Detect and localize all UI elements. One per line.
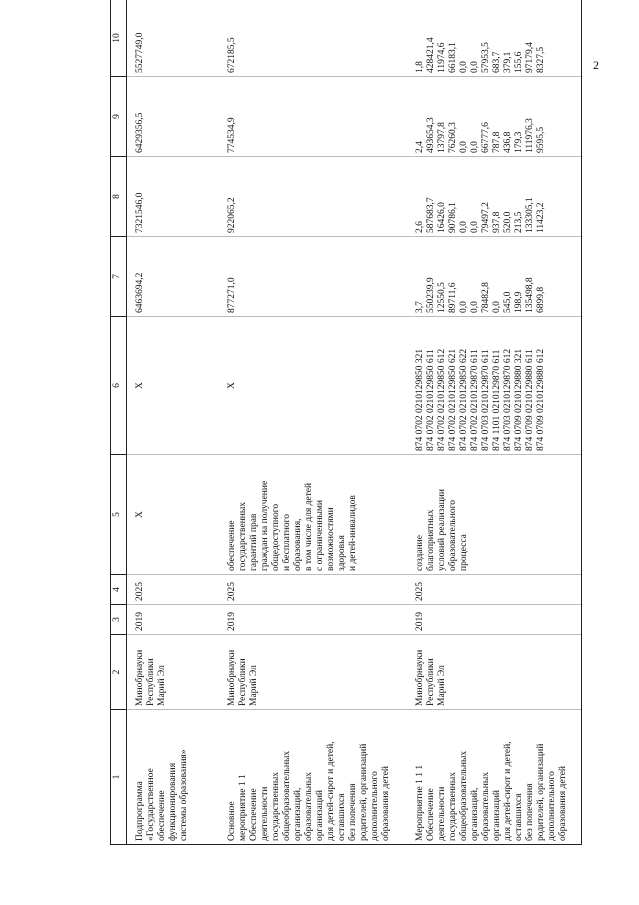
kbk-code: 874 0702 0210129850 611 (425, 349, 436, 451)
row-start-year: 2019 (407, 605, 582, 635)
row-value-7: 877271,0 (219, 237, 407, 317)
row-end-year: 2025 (407, 575, 582, 605)
kbk-list (407, 317, 582, 455)
row-value-10: 672185,5 (219, 0, 407, 77)
program-table (110, 0, 582, 845)
value-cell: 11423,2 (535, 202, 546, 233)
row-executor: Минобрнауки Республики Марий Эл (407, 635, 582, 710)
value-cell: 11974,6 (436, 42, 447, 73)
value-cell: 587683,7 (425, 197, 436, 233)
value-cell: 0,0 (469, 141, 480, 153)
value-cell: 787,8 (491, 131, 502, 153)
column-number-row (111, 0, 127, 845)
table-row (219, 0, 407, 845)
kbk-code: 874 0703 0210129870 612 (502, 348, 513, 451)
row-executor: Минобрнауки Республики Марий Эл (127, 635, 219, 710)
value-cell: 0,0 (458, 301, 469, 313)
row-name: Основное мероприятие 1 1 Обеспечение деятельности государственных общеобразовательных организаций, образовательных организаций для детей-сирот и детей, оставшихся без попечения родителей, организаций дополнительного образования детей (219, 710, 407, 845)
value-cell: 545,0 (502, 291, 513, 313)
row-start-year: 2019 (219, 605, 407, 635)
column-number: 7 (111, 237, 127, 317)
value-cell: 0,0 (469, 61, 480, 73)
row-result: X (127, 455, 219, 575)
value-cell: 57953,5 (480, 42, 491, 73)
row-result: обеспечение государственных гарантий прав граждан на получение общедоступного и бесплатного образования, в том числе для детей с ограниченными возможностями здоровья и детей-инвалидов (219, 455, 407, 575)
value-cell: 133305,1 (524, 197, 535, 233)
value-cell: 12550,5 (436, 282, 447, 313)
column-number: 2 (111, 635, 127, 710)
value-cell: 493654,3 (425, 117, 436, 153)
kbk-code: 874 0702 0210129850 621 (447, 348, 458, 451)
row-result: создание благоприятных условий реализации образовательного процесса (407, 455, 582, 575)
column-number: 9 (111, 77, 127, 157)
value-cell: 3,7 (414, 301, 425, 313)
column-number: 6 (111, 317, 127, 455)
value-cell: 135498,8 (524, 277, 535, 313)
value-cell: 0,0 (458, 141, 469, 153)
value-cell: 97179,4 (524, 42, 535, 73)
value-cell: 937,8 (491, 211, 502, 233)
value-cell: 13797,8 (436, 122, 447, 153)
value-cell: 0,0 (469, 301, 480, 313)
value-cell: 66183,1 (447, 42, 458, 73)
row-kbk: X (219, 317, 407, 455)
value-cell: 79497,2 (480, 202, 491, 233)
row-end-year: 2025 (127, 575, 219, 605)
value-cell: 89711,6 (447, 282, 458, 313)
table-row (407, 0, 582, 845)
value-cell: 16426,0 (436, 202, 447, 233)
value-cell: 8327,5 (535, 46, 546, 73)
kbk-code: 874 0702 0210129850 622 (458, 348, 469, 451)
row-value-9: 774534,9 (219, 77, 407, 157)
value-cell: 66777,6 (480, 122, 491, 153)
column-number: 5 (111, 455, 127, 575)
kbk-code: 874 0702 0210129870 611 (469, 349, 480, 451)
row-value-7: 6463694,2 (127, 237, 219, 317)
value-cell: 379,1 (502, 51, 513, 73)
value-list-8 (407, 157, 582, 237)
rotated-page (110, 0, 610, 845)
row-value-8: 7321546,0 (127, 157, 219, 237)
value-cell: 520,0 (502, 211, 513, 233)
row-name: Подпрограмма «Государственное обеспечение функционирования системы образования» (127, 710, 219, 845)
value-cell: 1,8 (414, 61, 425, 73)
value-cell: 78482,8 (480, 282, 491, 313)
value-cell: 0,0 (491, 301, 502, 313)
row-name: Мероприятие 1 1 1 Обеспечение деятельности государственных общеобразовательных организаций, образовательных организаций для детей-сирот и детей, оставшихся без попечения родителей, организаций дополнительного образования детей (407, 710, 582, 845)
value-cell: 683,7 (491, 51, 502, 73)
value-cell: 2,4 (414, 141, 425, 153)
row-value-8: 922065,2 (219, 157, 407, 237)
kbk-code: 874 0703 0210129870 611 (480, 349, 491, 451)
row-value-10: 5527749,0 (127, 0, 219, 77)
table-row (127, 0, 219, 845)
value-cell: 111976,3 (524, 118, 535, 153)
column-number: 4 (111, 575, 127, 605)
kbk-code: 874 0702 0210129850 321 (414, 348, 425, 451)
value-cell: 550239,9 (425, 277, 436, 313)
column-number: 3 (111, 605, 127, 635)
value-list-9 (407, 77, 582, 157)
kbk-code: 874 0709 0210129880 612 (535, 348, 546, 451)
value-cell: 0,0 (469, 221, 480, 233)
value-cell: 76260,3 (447, 122, 458, 153)
row-start-year: 2019 (127, 605, 219, 635)
value-cell: 428421,4 (425, 37, 436, 73)
value-cell: 0,0 (458, 61, 469, 73)
value-cell: 436,8 (502, 131, 513, 153)
column-number: 10 (111, 0, 127, 77)
page-number: 2 (593, 58, 599, 72)
value-cell: 90786,1 (447, 202, 458, 233)
value-cell: 0,0 (458, 221, 469, 233)
value-cell: 198,9 (513, 291, 524, 313)
value-cell: 155,6 (513, 51, 524, 73)
column-number: 8 (111, 157, 127, 237)
value-cell: 9595,5 (535, 126, 546, 153)
value-cell: 6899,8 (535, 286, 546, 313)
value-list-7 (407, 237, 582, 317)
kbk-code: 874 0709 0210129880 611 (524, 349, 535, 451)
value-cell: 179,3 (513, 131, 524, 153)
value-cell: 213,5 (513, 211, 524, 233)
row-kbk: X (127, 317, 219, 455)
kbk-code: 874 1101 0210129870 611 (491, 349, 502, 451)
value-cell: 2,6 (414, 221, 425, 233)
value-list-10 (407, 0, 582, 77)
kbk-code: 874 0709 0210129880 321 (513, 348, 524, 451)
kbk-code: 874 0702 0210129850 612 (436, 348, 447, 451)
row-end-year: 2025 (219, 575, 407, 605)
column-number: 1 (111, 710, 127, 845)
row-value-9: 6429356,5 (127, 77, 219, 157)
row-executor: Минобрнауки Республики Марий Эл (219, 635, 407, 710)
